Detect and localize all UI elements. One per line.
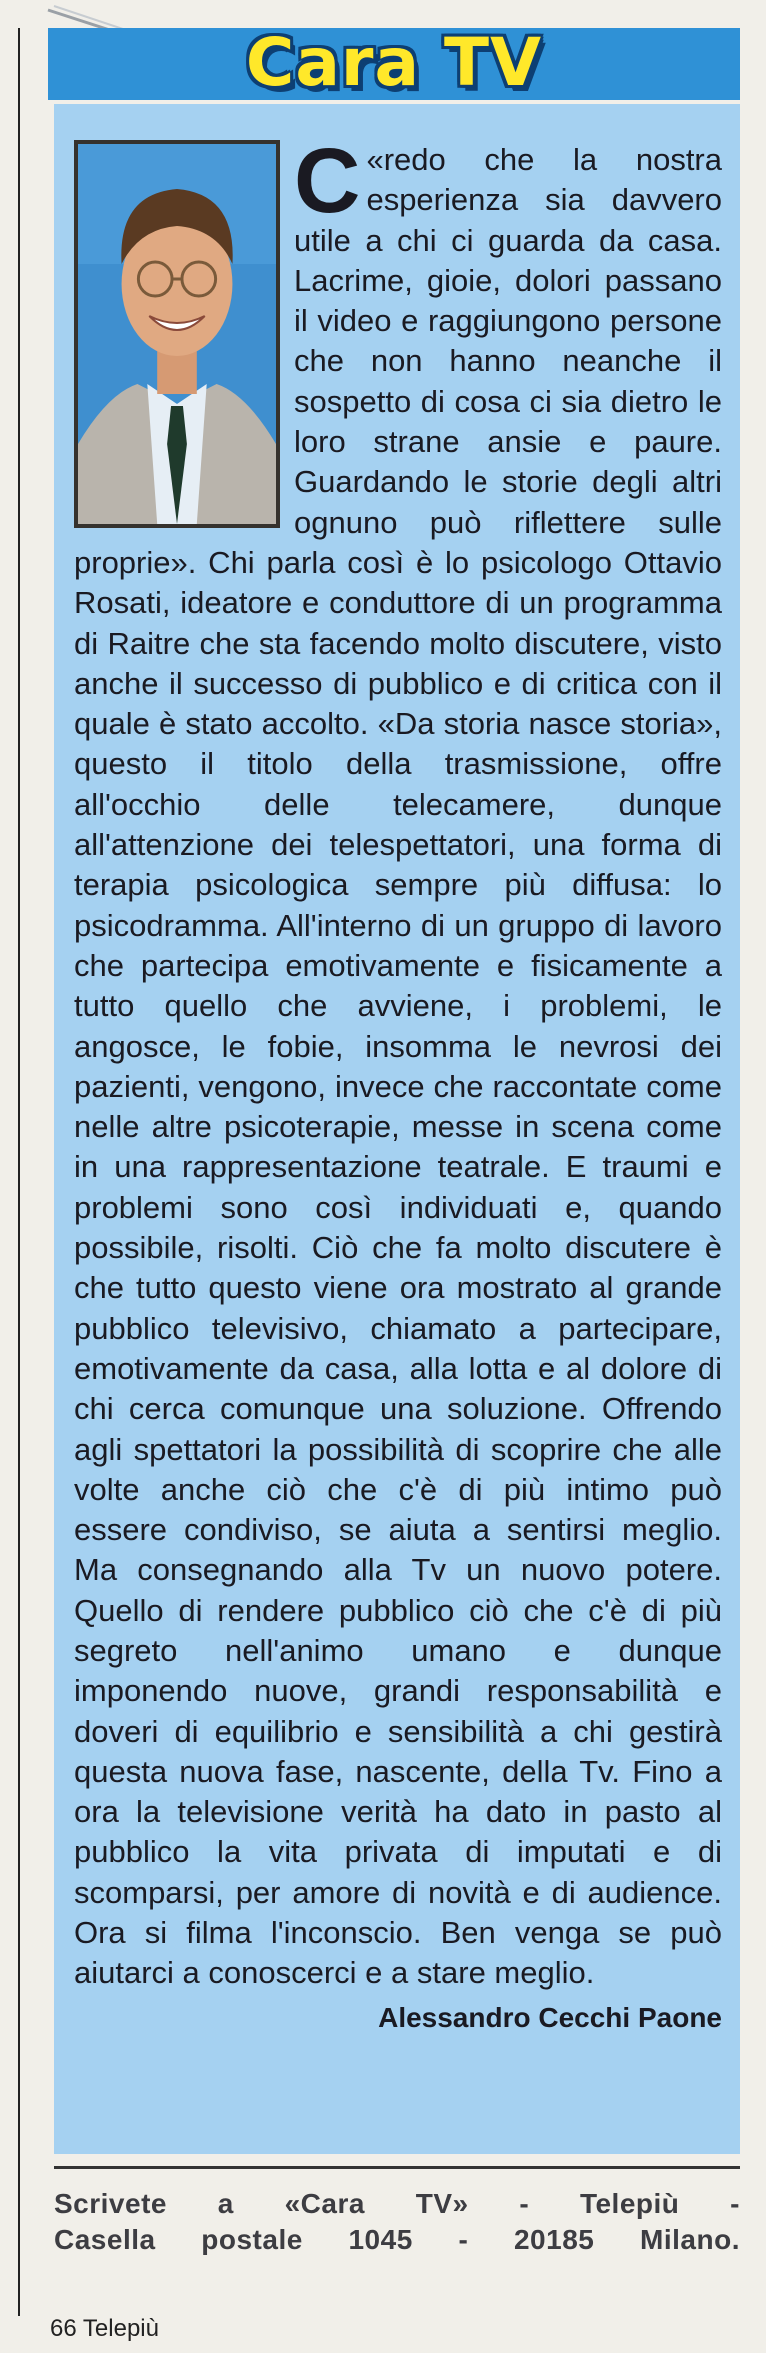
article-box (54, 104, 740, 2154)
article-text: redo che la nostra esperienza sia davvero utile a chi ci guarda da casa. Lacrime, gioie, dolori passano il video e raggiungono persone che non hanno neanche il sospetto di cosa ci sia dietro le loro strane ansie e paure. Guardando le storie degli altri ognuno può riflettere sulle proprie». Chi parla così è lo psicologo Ottavio Rosati, ideatore e conduttore di un programma di Raitre che sta facendo molto discutere, visto anche il successo di pubblico e di critica con il quale è stato accolto. «Da storia nasce storia», questo il titolo della trasmissione, offre all'occhio delle telecamere, dunque all'attenzione dei telespettatori, una forma di terapia psicologica sempre più diffusa: lo psicodramma. All'interno di un gruppo di lavoro che partecipa emotivamente e fisicamente a tutto quello che avviene, i problemi, le angosce, le fobie, insomma le nevrosi dei pazienti, vengono, invece che raccontate come nelle altre psicoterapie, messe in scena come in una rappresentazione teatrale. E traumi e problemi sono così individuati e, quando possibile, risolti. Ciò che fa molto discutere è che tutto questo viene ora mostrato al grande pubblico televisivo, chiamato a partecipare, emotivamente da casa, alla lotta e al dolore di chi cerca comunque una soluzione. Offrendo agli spettatori la possibilità di scoprire che alle volte anche ciò che c'è di più intimo può essere condiviso, se aiuta a sentirsi meglio. Ma consegnando alla Tv un nuovo potere. Quello di rendere pubblico ciò che c'è di più segreto nell'animo umano e dunque imponendo nuove, grandi responsabilità e doveri di equilibrio e sensibilità a chi gestirà questa nuova fase, nascente, della Tv. Fino a ora la televisione verità ha dato in pasto al pubblico la vita privata di imputati e di scomparsi, per amore di novità e di audience. Ora si filma l'inconscio. Ben venga se può aiutarci a conoscerci e a stare meglio. (74, 142, 722, 1991)
column-title: Cara TV (245, 24, 543, 101)
author-signature: Alessandro Cecchi Paone (378, 2001, 722, 2033)
author-photo (74, 140, 280, 528)
column-header (48, 24, 740, 101)
page-number: 66 Telepiù (50, 2315, 159, 2342)
portrait-photo-icon (78, 144, 276, 524)
footer-divider (54, 2166, 740, 2169)
drop-cap: C (294, 130, 361, 232)
left-margin-rule (18, 28, 20, 2316)
contact-line-2: Casella postale 1045 - 20185 Milano. (54, 2224, 740, 2255)
contact-line-1: Scrivete a «Cara TV» - Telepiù - (54, 2188, 740, 2219)
opening-quote: « (366, 142, 384, 177)
contact-footer (54, 2186, 740, 2258)
